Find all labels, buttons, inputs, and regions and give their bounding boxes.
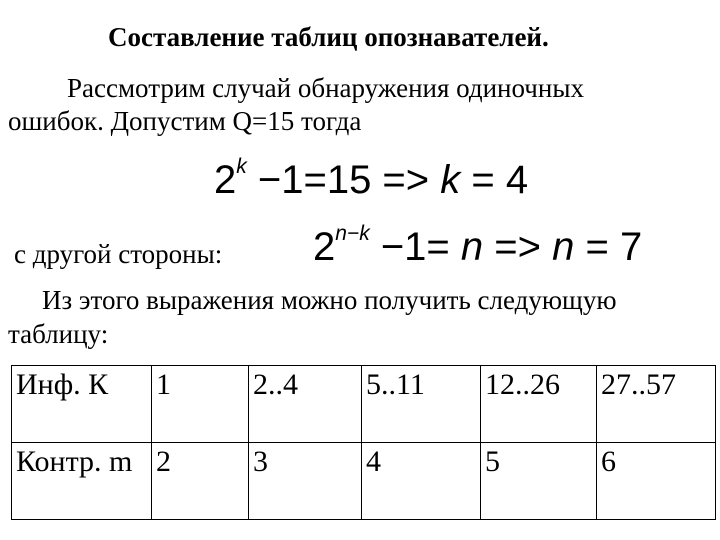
formula-text: −1=	[369, 225, 461, 269]
formula-text: = 7	[574, 225, 643, 269]
table-row	[12, 366, 716, 443]
formula-exponent: n−k	[335, 222, 370, 245]
formula-text: =>	[483, 225, 553, 269]
table-cell: 1	[152, 366, 249, 443]
table-cell: 27..57	[597, 366, 716, 443]
formula-base: 2	[214, 158, 237, 202]
table-cell: 5..11	[362, 366, 481, 443]
formula-exponent: k	[236, 155, 247, 178]
formula-base: 2	[313, 225, 336, 269]
table-cell: 4	[362, 443, 481, 520]
paragraph-line: ошибок. Допустим Q=15 тогда	[8, 106, 362, 136]
side-label: с другой стороны:	[14, 239, 223, 269]
table-cell: 2	[152, 443, 249, 520]
formula-n	[313, 222, 643, 270]
row-label: Инф. К	[12, 366, 152, 443]
formula-text: = 4	[460, 158, 529, 202]
paragraph-line: Из этого выражения можно получить следующую	[42, 285, 617, 315]
formula-variable: n	[552, 225, 575, 269]
table-cell: 3	[249, 443, 362, 520]
paragraph-line: Рассмотрим случай обнаружения одиночных	[67, 73, 584, 103]
table-cell: 5	[481, 443, 597, 520]
codes-table	[11, 365, 716, 520]
table-row	[12, 443, 716, 520]
formula-variable: n	[460, 225, 484, 269]
table-cell: 6	[597, 443, 716, 520]
formula-text: −1=15 =>	[246, 158, 441, 202]
formula-k	[214, 155, 529, 203]
formula-variable: k	[440, 158, 461, 202]
table-cell: 2..4	[249, 366, 362, 443]
table-cell: 12..26	[481, 366, 597, 443]
page-title: Составление таблиц опознавателей.	[108, 22, 549, 52]
paragraph-line: таблицу:	[8, 319, 109, 349]
row-label: Контр. m	[12, 443, 152, 520]
